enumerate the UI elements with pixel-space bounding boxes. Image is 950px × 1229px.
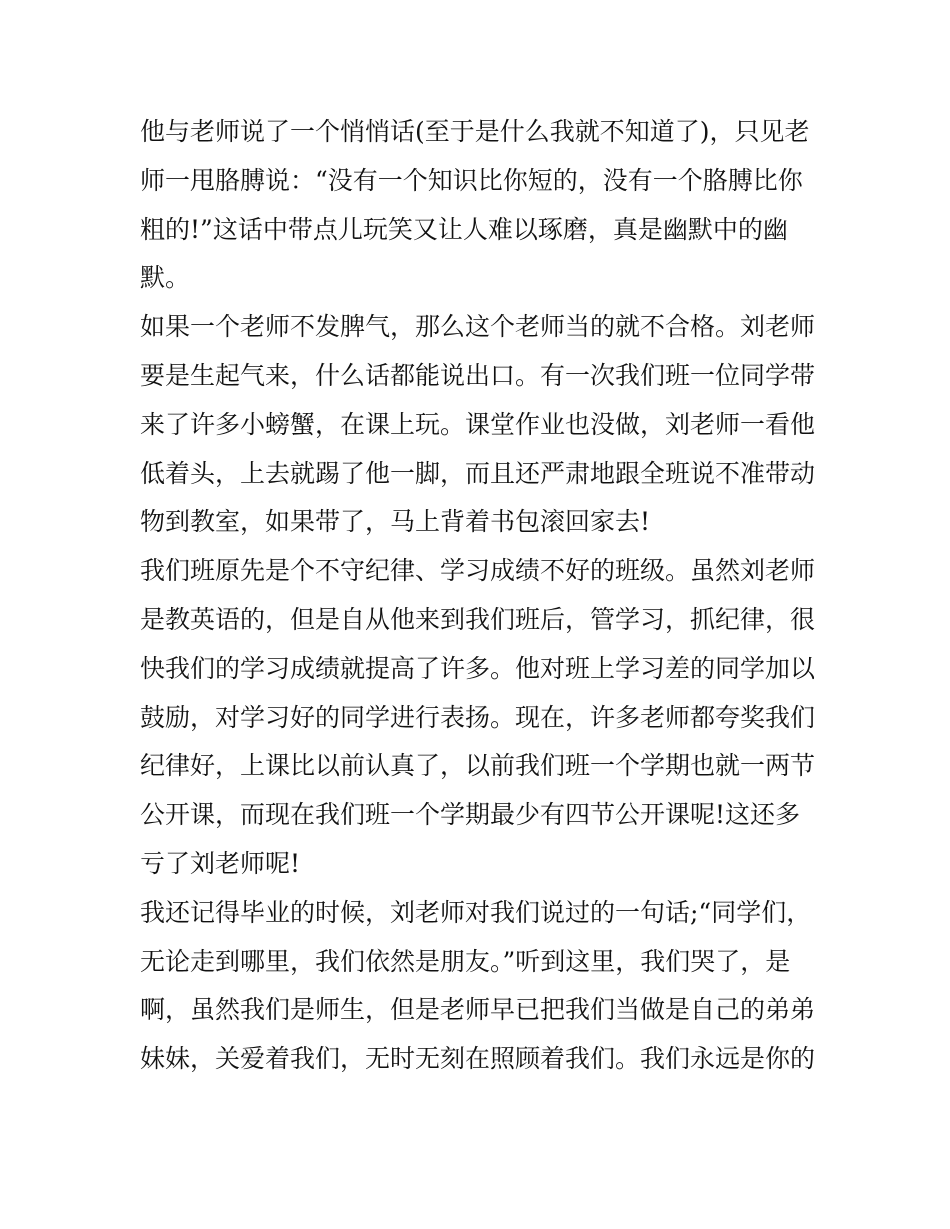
text-line: 物到教室，如果带了，马上背着书包滚回家去! xyxy=(140,507,651,537)
text-line: 我们班原先是个不守纪律、学习成绩不好的班级。虽然刘老师 xyxy=(140,556,816,586)
document-body xyxy=(140,108,820,1084)
text-line: 鼓励，对学习好的同学进行表扬。现在，许多老师都夸奖我们 xyxy=(140,702,816,732)
text-line: 低着头，上去就踢了他一脚，而且还严肃地跟全班说不准带动 xyxy=(140,458,816,488)
text-line: 快我们的学习成绩就提高了许多。他对班上学习差的同学加以 xyxy=(140,653,816,683)
text-line: 粗的!”这话中带点儿玩笑又让人难以琢磨，真是幽默中的幽 xyxy=(140,214,788,244)
text-line: 师一甩胳膊说：“没有一个知识比你短的，没有一个胳膊比你 xyxy=(140,165,803,195)
text-line: 妹妹，关爱着我们，无时无刻在照顾着我们。我们永远是你的 xyxy=(140,1044,816,1074)
text-line: 是教英语的，但是自从他来到我们班后，管学习，抓纪律，很 xyxy=(140,604,816,634)
text-line: 亏了刘老师呢! xyxy=(140,848,301,878)
text-line: 公开课，而现在我们班一个学期最少有四节公开课呢!这还多 xyxy=(140,800,801,830)
text-line: 如果一个老师不发脾气，那么这个老师当的就不合格。刘老师 xyxy=(140,312,816,342)
text-line: 我还记得毕业的时候，刘老师对我们说过的一句话;“同学们， xyxy=(140,897,812,927)
text-line: 要是生起气来，什么话都能说出口。有一次我们班一位同学带 xyxy=(140,360,816,390)
text-line: 默。 xyxy=(140,263,191,293)
text-line: 无论走到哪里，我们依然是朋友。”听到这里，我们哭了，是 xyxy=(140,946,791,976)
text-line: 来了许多小螃蟹，在课上玩。课堂作业也没做，刘老师一看他 xyxy=(140,409,816,439)
text-line: 他与老师说了一个悄悄话(至于是什么我就不知道了)，只见老 xyxy=(140,117,810,146)
text-line: 啊，虽然我们是师生，但是老师早已把我们当做是自己的弟弟 xyxy=(140,995,816,1025)
text-line: 纪律好，上课比以前认真了，以前我们班一个学期也就一两节 xyxy=(140,751,816,781)
